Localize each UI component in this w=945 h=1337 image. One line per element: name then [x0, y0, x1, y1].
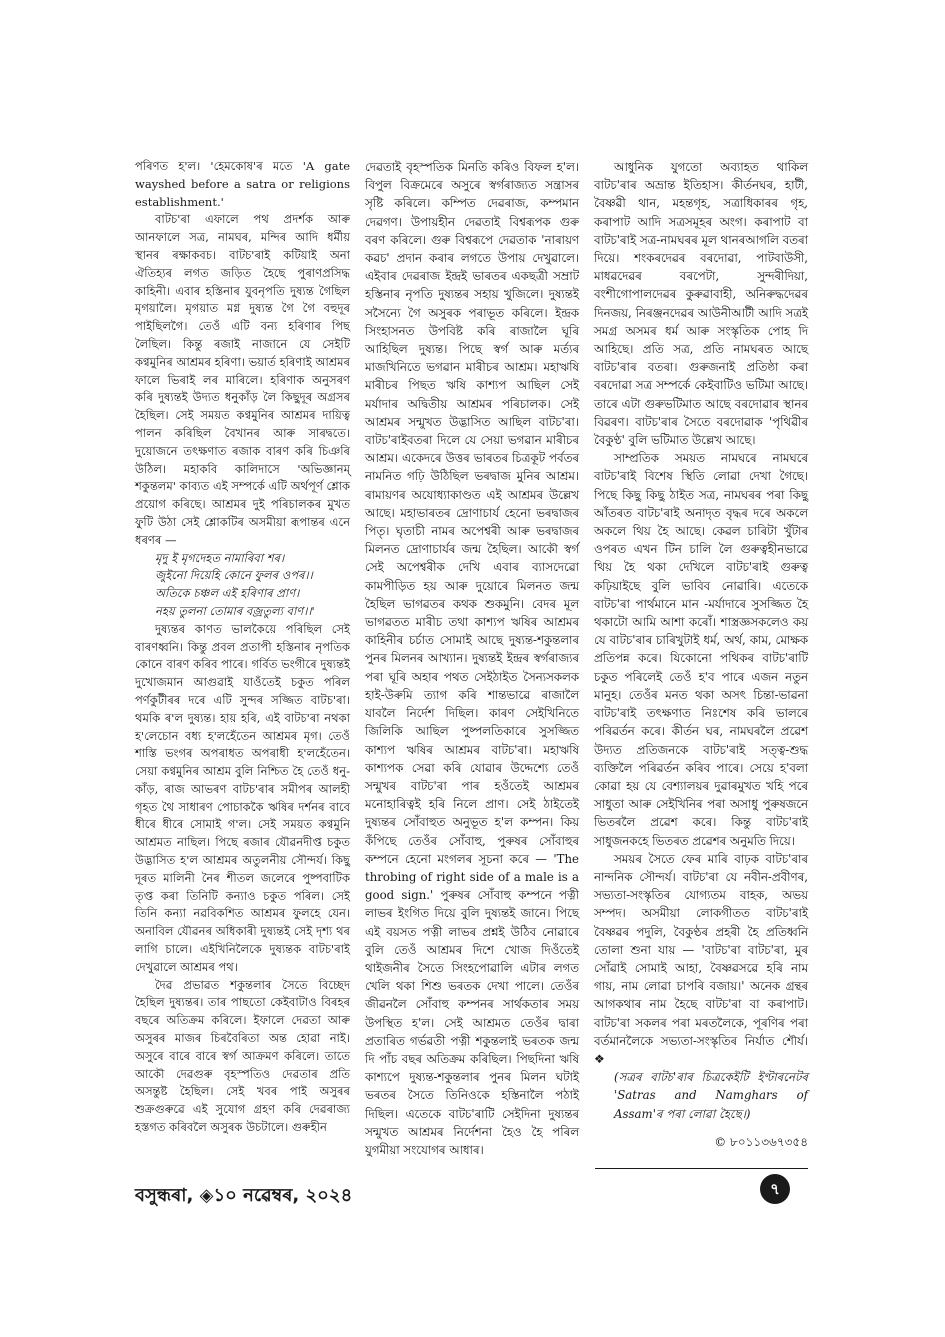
- page-number-badge: ৭: [760, 1174, 790, 1204]
- paragraph: বাটচ'ৰা এফালে পথ প্ৰদৰ্শক আৰু আনফালে সত্ৰ, নামঘৰ, মন্দিৰ আদি ধৰ্মীয় স্থানৰ ৰক্ষাকবচ। বাটচ'ৰাই কটিয়াই অনা ঐতিহ্যৰ লগত জড়িত হৈছে পুৰাণপ্ৰসিদ্ধ কাহিনী। এবাৰ হস্তিনাৰ যুবনৃপতি দুষ্যন্ত গৈছিল মৃগয়ালৈ। মৃগয়াত মগ্ন দুষ্যন্ত গৈ গৈ বহুদূৰ পাইছিলগৈ। তেওঁ এটি বন্য হৰিণাৰ পিছ লৈছিল। কিন্তু ৰজাই নাজানে যে সেইটি কণ্বমুনিৰ আশ্ৰমৰ হৰিণা। ভয়াৰ্ত হৰিণাই আশ্ৰমৰ ফালে ভিৰাই লৰ মাৰিলে। হৰিণাক অনুসৰণ কৰি দুষ্যন্তই উদ্যত ধনুকাঁড় লৈ কিছুদূৰ অগ্ৰসৰ হৈছিল। সেই সময়ত কণ্বমুনিৰ আশ্ৰমৰ দায়িত্ব পালন কৰিছিল বৈখানৰ আৰু সাৰদ্বতে। দুয়োজনে তৎক্ষণাত ৰজাক বাৰণ কৰি চিঞৰি উঠিল। মহাকবি কালিদাসে 'অভিজ্ঞানম্ শকুন্তলম' কাব্যত এই সম্পৰ্কে এটি অৰ্থপূৰ্ণ শ্লোক প্ৰয়োগ কৰিছে। আশ্ৰমৰ দুই পৰিচালকৰ মুখত ফুটি উঠা সেই শ্লোকটিৰ অসমীয়া ৰূপান্তৰ এনে ধৰণৰ —: [135, 212, 350, 547]
- publication-footer: বসুন্ধৰা, ◈১০ নৱেম্বৰ, ২০২৪: [135, 1185, 353, 1206]
- paragraph: দেৱতাই বৃহস্পতিক মিনতি কৰিও বিফল হ'ল। বিপুল বিক্ৰমেৰে অসুৰে স্বৰ্গৰাজ্যত সন্ত্ৰাসৰ সৃষ্টি কৰিলে। কম্পিত দেৱৰাজ, কম্পমান দেৱগণ। উপায়হীন দেৱতাই বিশ্বৰূপক গুৰু বৰণ কৰিলে। গুৰু বিশ্বৰূপে দেৱতাক 'নাৰায়ণ কৱচ' প্ৰদান কৰাৰ লগতে উপায় দেখুৱালে। এইবাৰ দেৱৰাজ ইন্দ্ৰই ভাৰতৰ একছত্ৰী সম্ৰাট হস্তিনাৰ নৃপতি দুষ্যন্তৰ সহায় খুজিলে। দুষ্যন্তই সসৈন্যে গৈ অসুৰক পৰাভূত কৰিলে। ইন্দ্ৰক সিংহাসনত উপবিষ্ট কৰি ৰাজালৈ ঘূৰি আহিছিল দুষ্যন্ত। পিছে স্বৰ্গ আৰু মৰ্ত্যৰ মাজখিনিতে ভগৱান মাৰীচৰ আশ্ৰম। মহাঋষি মাৰীচৰ পিছত ঋষি কাশ্যপ আছিল সেই মৰ্যাদাৰ অদ্বিতীয় আশ্ৰমৰ পৰিচালক। সেই আশ্ৰমৰ সন্মুখত উদ্ভাসিত আছিল বাটচ'ৰা। বাটচ'ৰাইবতৰা দিলে যে সেয়া ভগৱান মাৰীচৰ আশ্ৰম। একেদৰে উত্তৰ ভাৰতৰ চিত্ৰকূট পৰ্বতৰ নামনিত গঢ়ি উঠিছিল ভৰদ্বাজ মুনিৰ আশ্ৰম। ৰামায়ণৰ অযোধ্যাকাণ্ডত এই আশ্ৰমৰ উল্লেখ আছে। মহাভাৰতৰ দ্ৰোণাচাৰ্য হেনো ভৰদ্বাজৰ পিতৃ। ঘৃতাচী নামৰ অপেশ্বৰী আৰু ভৰদ্বাজৰ মিলনত দ্ৰোণাচাৰ্যৰ জন্ম হৈছিল। আকৌ স্বৰ্গ সেই অপেশ্বৰীক দেখি এবাৰ ব্যাসদেৱো কামপীড়িত হয় আৰু দুয়োৰে মিলনত জন্ম হৈছিল ভাগৱতৰ কথক শুকমুনি। বেদৰ মূল ভাগৱতত মাৰীচ তথা কাশ্যপ ঋষিৰ আশ্ৰমৰ কাহিনীৰ চৰ্চাত সোমাই আছে দুষ্যন্ত-শকুন্তলাৰ পুনৰ মিলনৰ আখ্যান। দুষ্যন্তই ইন্দ্ৰৰ স্বৰ্গৰাজ্যৰ পৰা ঘূৰি অহাৰ পথত সেইঠাইত সৈন্যসকলক হাই-উৰুমি ত্যাগ কৰি শান্তভাৱে ৰাজালৈ যাবলৈ নিৰ্দেশ দিছিল। কাৰণ সেইখিনিতে জিলিকি আছিল পুষ্পলতিকাৰে সুসজ্জিত কাশ্যপ ঋষিৰ আশ্ৰমৰ বাটচ'ৰা। মহাঋষি কাশ্যপক সেৱা কৰি যোৱাৰ উদ্দেশ্যে তেওঁ সন্মুখৰ বাটচ'ৰা পাৰ হওঁতেই আশ্ৰমৰ মনোহাৰিত্বই হৰি নিলে প্ৰাণ। সেই ঠাইতেই দুষ্যন্তৰ সোঁবাহুত অনুভূত হ'ল কম্পন। কিয় কঁপিছে তেওঁৰ সোঁবাহু, পুৰুষৰ সোঁবাহুৰ কম্পনে হেনো মংগলৰ সূচনা কৰে — 'The throbing of right side of a male is a good sign.' পুৰুষৰ সোঁবাহু কম্পনে পত্নী লাভৰ ইংগিত দিয়ে বুলি দুষ্যন্তই জানে। পিছে এই বয়সত পত্নী লাভৰ প্ৰশ্নই উঠিব নোৱাৰে বুলি তেওঁ আশ্ৰমৰ দিশে খোজ দিওঁতেই থাইজনীৰ সৈতে সিংহপোৱালি এটাৰ লগত খেলি থকা শিশু ভৰতক দেখা পালে। তেওঁৰ জীৱনলৈ সোঁবাহু কম্পনৰ সাৰ্থকতাৰ সময় উপস্থিত হ'ল। সেই আশ্ৰমত তেওঁৰ দ্বাৰা প্ৰতাৰিত গৰ্ভৱতী পত্নী শকুন্তলাই ভৰতক জন্ম দি পাঁচ বছৰ অতিক্ৰম কৰিছিল। পিছদিনা ঋষি কাশ্যপে দুষ্যন্ত-শকুন্তলাৰ পুনৰ মিলন ঘটাই ভৰতৰ সৈতে তিনিওকে হস্তিনালৈ পঠাই দিছিল। এতেকে বাটচ'ৰাটি সেইদিনা দুষ্যন্তৰ সন্মুখত আশ্ৰমৰ নিৰ্দেশনা হৈও হৈ পৰিল যুগমীয়া সংযোগৰ আধাৰ।: [365, 160, 579, 1157]
- paragraph: পৰিণত হ'ল। 'হেমকোষ'ৰ মতে 'A gate wayshed before a satra or religions establishment.': [135, 159, 350, 209]
- paragraph: দুষ্যন্তৰ কাণত ভালকৈয়ে পৰিছিল সেই বাৰণধ্বনি। কিন্তু প্ৰবল প্ৰতাপী হস্তিনাৰ নৃপতিক কোনে বাৰণ কৰিব পাৰে। গৰ্বিত ভংগীৰে দুষ্যন্তই দুখোজমান আগুৱাই যাওঁতেই চকুত পৰিল পৰ্ণকুটীৰৰ দৰে এটি সুন্দৰ সজ্জিত বাটচ'ৰা। থমকি ৰ'ল দুষ্যন্ত। হায় হৰি, এই বাটচ'ৰা নথকা হ'লেচোন বধ্য হ'লহেঁতেন আশ্ৰমৰ মৃগ। তেওঁ শাস্তি ভংগৰ অপৰাধত অপৰাধী হ'লহেঁতেন। সেয়া কণ্বমুনিৰ আশ্ৰম বুলি নিশ্চিত হৈ তেওঁ ধনু-কাঁড়, ৰাজ আভৰণ বাটচ'ৰাৰ সমীপৰ আলহী গৃহত থৈ সাধাৰণ পোচাককৈ ঋষিৰ দৰ্শনৰ বাবে ধীৰে ধীৰে সোমাই গ'ল। সেই সময়ত কণ্বমুনি আশ্ৰমত নাছিল। পিছে ৰজাৰ যৌৱনদীপ্ত চকুত উদ্ভাসিত হ'ল আশ্ৰমৰ অতুলনীয় সৌন্দৰ্য। কিছু দূৰত মালিনী নৈৰ শীতল জলেৰে পুষ্পবাটিক তৃপ্ত কৰা তিনিটি কন্যাও চকুত পৰিল। সেই তিনি কন্যা নৱবিকশিত আশ্ৰমৰ ফুলহে যেন। অনাবিল যৌৱনৰ অধিকাৰী দুষ্যন্তই সেই দৃশ্য থৰ লাগি চালে। এইখিনিলৈকে দুষ্যন্তক বাটচ'ৰাই দেখুৱালে আশ্ৰমৰ পথ।: [135, 621, 350, 974]
- image-credit-caption: (সত্ৰৰ বাটচ'ৰাৰ চিত্ৰকেইটি ইণ্টাৰনেটৰ 'Satras and Namghars of Assam'ৰ পৰা লোৱা হৈছে।): [614, 1070, 808, 1121]
- divider-line: [595, 1168, 808, 1169]
- poem-block: [135, 550, 350, 621]
- paragraph: আধুনিক যুগতো অব্যাহত থাকিল বাটচ'ৰাৰ অভ্ৰান্ত ইতিহাস। কীৰ্তনঘৰ, হাটী, বৈষ্ণৱী থান, মহন্তগৃহ, সত্ৰাধিকাৰৰ গৃহ, কৰাপাট আদি সত্ৰসমূহৰ অংগ। কৰাপাট বা বাটচ'ৰাই সত্ৰ-নামঘৰৰ মূল থানৰআগলি বতৰা দিয়ে। শংকৰদেৱৰ বৰদোৱা, পাটবাউসী, মাধৱদেৱৰ বৰপেটা, সুন্দৰীদিয়া, বংশীগোপালদেৱৰ কুৰুৱাবাহী, অনিৰুদ্ধদেৱৰ দিনজয়, নিৰঞ্জনদেৱৰ আউনীআটী আদি সত্ৰই সমগ্ৰ অসমৰ ধৰ্ম আৰু সংস্কৃতিক পোহ দি আহিছে। প্ৰতি সত্ৰ, প্ৰতি নামঘৰত আছে বাটচ'ৰাৰ বতৰা। গুৰুজনাই প্ৰতিষ্ঠা কৰা বৰদোৱা সত্ৰ সম্পৰ্কে কেইবাটিও ভটিমা আছে। তাৰে এটা গুৰুভটিমাত আছে বৰদোৱাৰ স্থানৰ বিৱৰণ। বাটচ'ৰাৰ সৈতে বৰদোৱাক 'পৃথিৱীৰ বৈকুণ্ঠ' বুলি ভটিমাত উল্লেখ আছে।: [594, 160, 808, 448]
- column-2: [365, 158, 579, 1159]
- column-3: [594, 158, 808, 1151]
- paragraph: দৈৱ প্ৰভাৱত শকুন্তলাৰ সৈতে বিচ্ছেদ হৈছিল দুষ্যন্তৰ। তাৰ পাছতো কেইবাটাও বিৰহৰ বছৰে অতিক্ৰম কৰিলে। ইফালে দেৱতা আৰু অসুৰৰ মাজৰ চিৰবৈৰিতা অন্ত হোৱা নাই। অসুৰে বাৰে বাৰে স্বৰ্গ আক্ৰমণ কৰিলে। তাতে আকৌ দেৱগুৰু বৃহস্পতিও দেৱতাৰ প্ৰতি অসন্তুষ্ট হৈছিল। সেই খবৰ পাই অসুৰৰ শুক্ৰগুৰুৱে এই সুযোগ গ্ৰহণ কৰি দেৱৰাজ্য হস্তগত কৰিবলৈ অসুৰক উচটালে। গুৰুহীন: [135, 977, 350, 1135]
- paragraph: সময়ৰ সৈতে ফেৰ মাৰি বাঢ়ক বাটচ'ৰাৰ নান্দনিক সৌন্দৰ্য। বাটচ'ৰা যে নবীন-প্ৰবীণৰ, সভ্যতা-সংস্কৃতিৰ যোগ্যতম বাহক, অভয় সম্পদ। অসমীয়া লোকগীতত বাটচ'ৰাই বৈষ্ণৱৰ পদুলি, বৈকুণ্ঠৰ প্ৰহৰী হৈ প্ৰতিধ্বনি তোলা শুনা যায় — 'বাটচ'ৰা বাটচ'ৰা, মুৰ সোঁৱাই সোমাই আহা, বৈষ্ণৱসৱে হৰি নাম গায়, নাম লোৱা চাপৰি বজায়।' অনেক গ্ৰন্থৰ আগকথাৰ নাম হৈছে বাটচ'ৰা বা কৰাপাট। বাটচ'ৰা সকলৰ পৰা মৰতলৈকে, পূৰণিৰ পৰা বৰ্তমানলৈকে সভ্যতা-সংস্কৃতিৰ নিৰ্যাত শৌৰ্য। ❖: [594, 851, 808, 1066]
- paragraph: সাম্প্ৰতিক সময়ত নামঘৰে নামঘৰে বাটচ'ৰাই বিশেষ স্থিতি লোৱা দেখা গৈছে। পিছে কিছু কিছু ঠাইত সত্ৰ, নামঘৰৰ পৰা কিছু আঁতৰত বাটচ'ৰাই অনাদৃত বৃদ্ধৰ দৰে অকলে অকলে থিয় হৈ আছে। কেৱল চাৰিটা খুঁটাৰ ওপৰত এখন টিন চালি লৈ গুৰুত্বহীনভাৱে থিয় হৈ থকা দেখিলে বাটচ'ৰাই গুৰুত্ব কঢ়িয়াইছে বুলি ভাবিব নোৱাৰি। এতেকে বাটচ'ৰা পাৰ্থমানে মান -মৰ্যাদাৰে সুসজ্জিত হৈ থকাটো আমি আশা কৰোঁ। শাস্ত্ৰজ্ঞসকলেও কয় যে বাটচ'ৰাৰ চাৰিখুটাই ধৰ্ম, অৰ্থ, কাম, মোক্ষক প্ৰতিপন্ন কৰে। যিকোনো পথিকৰ বাটচ'ৰাটি চকুত পৰিলেই তেওঁ হ'ব পাৰে এজন নতুন মানুহ। তেওঁৰ মনত থকা অসৎ চিন্তা-ভাৱনা বাটচ'ৰাই তৎক্ষণাত নিঃশেষ কৰি ভালৰে পৰিৱৰ্তন কৰে। কীৰ্তন ঘৰ, নামঘৰলৈ প্ৰৱেশ উদ্যত প্ৰতিজনকে বাটচ'ৰাই সত্ত্ব-শুদ্ধ ব্যক্তিলৈ পৰিৱৰ্তন কৰিব পাৰে। সেয়ে হ'বলা কোৱা হয় যে বেশ্যালয়ৰ দুৱাৰমুখত খহি পৰে সাধুতা আৰু সেইখিনিৰ পৰা অসাধু পুৰুষজনে ভিতৰলৈ প্ৰৱেশ কৰে। কিন্তু বাটচ'ৰাই সাধুজনকহে ভিতৰত প্ৰৱেশৰ অনুমতি দিয়ে।: [594, 451, 808, 848]
- poem-line: নহয় তুলনা তোমাৰ বজ্ৰতুল্য বাণ।।': [155, 603, 315, 618]
- poem-line: মৃদু ই মৃগদেহত নামাৰিবা শৰ।: [155, 550, 285, 565]
- poem-line: জুইনো দিয়েহি কোনে ফুলৰ ওপৰ।।: [155, 568, 313, 583]
- column-1: [135, 158, 350, 1137]
- poem-line: অতিকে চঞ্চল এই হৰিণাৰ প্ৰাণ।: [155, 586, 300, 601]
- author-phone: © ৮০১১৩৬৭৩৫৪: [714, 1134, 808, 1149]
